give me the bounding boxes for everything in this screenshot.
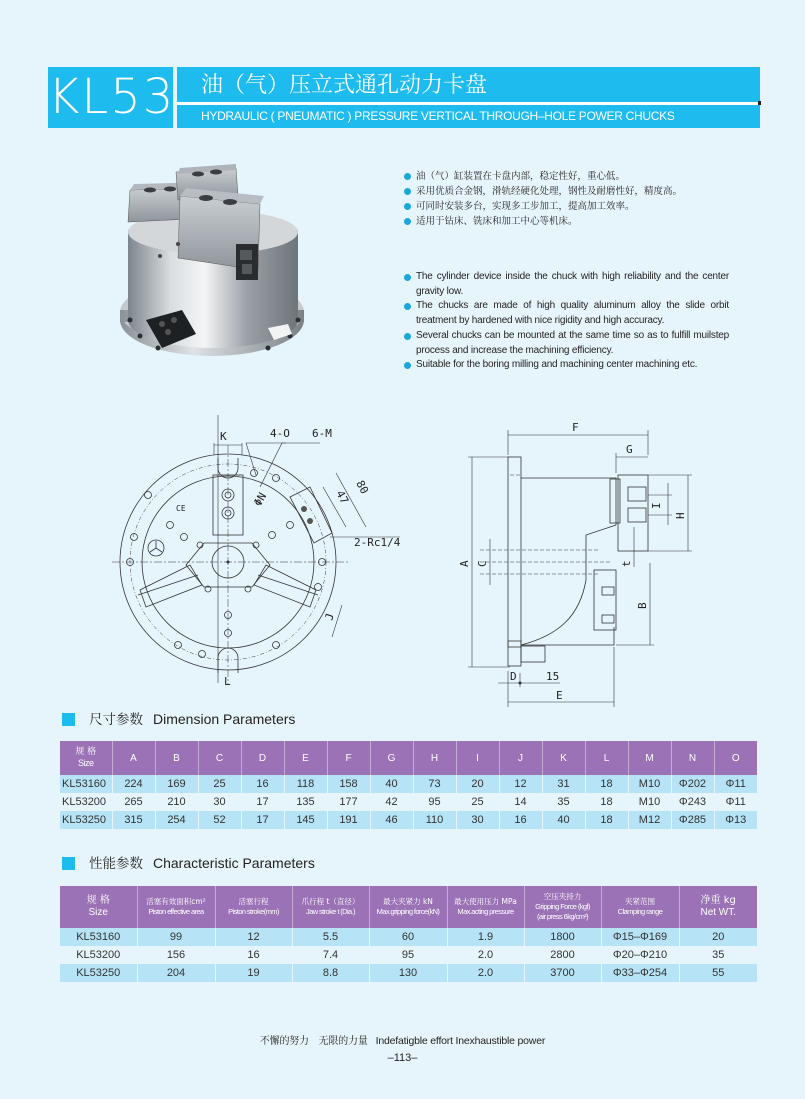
value-cell: 42	[370, 793, 413, 811]
footer-slogan	[0, 1034, 805, 1049]
col-o: O	[714, 741, 757, 775]
slogan-zh: 不懈的努力 无限的力量	[259, 1036, 368, 1047]
feature-en-item: The chucks are made of high quality aluminum alloy the slide orbit treatment by hardened with nice rigidity and high accuracy.	[404, 299, 729, 328]
value-cell: 17	[241, 811, 284, 829]
title-banner	[177, 67, 760, 128]
feature-zh-item: 油（气）缸装置在卡盘内部，稳定性好，重心低。	[404, 169, 729, 184]
page-number: –113–	[387, 1052, 418, 1064]
features-en	[404, 270, 729, 373]
front-view-drawing	[110, 415, 410, 705]
value-cell: 158	[327, 775, 370, 793]
label-k: K	[220, 430, 227, 443]
col-piston-stroke: 活塞行程 Piston stroke(mm)	[215, 886, 292, 928]
value-cell: 204	[137, 964, 215, 982]
value-cell: Φ202	[671, 775, 714, 793]
value-cell: 130	[369, 964, 447, 982]
label-phi-n: ΦN	[251, 490, 270, 509]
table-row	[60, 793, 757, 811]
title-marker	[758, 101, 761, 105]
dimension-table	[60, 741, 757, 829]
value-cell: Φ11	[714, 793, 757, 811]
col-n: N	[671, 741, 714, 775]
value-cell: 191	[327, 811, 370, 829]
label-4-o: 4-O	[270, 427, 290, 440]
value-cell: Φ20–Φ210	[601, 946, 679, 964]
value-cell: 265	[112, 793, 155, 811]
bullet-icon	[404, 218, 411, 225]
value-cell: 2800	[524, 946, 601, 964]
value-cell: 17	[241, 793, 284, 811]
size-cell: KL53250	[60, 964, 137, 982]
bullet-icon	[404, 303, 411, 310]
slogan-en: Indefatigble effort Inexhaustible power	[375, 1035, 546, 1047]
value-cell: 18	[585, 811, 628, 829]
feature-zh-item: 采用优质合金钢，滑轨经硬化处理，钢性及耐磨性好，精度高。	[404, 184, 729, 199]
col-m: M	[628, 741, 671, 775]
value-cell: 315	[112, 811, 155, 829]
value-cell: 25	[456, 793, 499, 811]
product-photo	[118, 160, 306, 360]
feature-en-item: Suitable for the boring milling and machining center machining etc.	[404, 358, 729, 373]
section-square-icon	[62, 857, 75, 870]
value-cell: 30	[198, 793, 241, 811]
value-cell: 2.0	[447, 964, 524, 982]
col-f: F	[327, 741, 370, 775]
value-cell: 1800	[524, 928, 601, 946]
feature-zh-item: 可同时安装多台，实现多工步加工，提高加工效率。	[404, 199, 729, 214]
label-80: 80	[353, 478, 372, 497]
value-cell: 55	[679, 964, 757, 982]
characteristic-section-title: 性能参数 Characteristic Parameters	[62, 854, 315, 873]
label-j: J	[322, 611, 337, 622]
value-cell: 99	[137, 928, 215, 946]
value-cell: 177	[327, 793, 370, 811]
value-cell: 40	[370, 775, 413, 793]
bullet-icon	[404, 333, 411, 340]
value-cell: M12	[628, 811, 671, 829]
label-i: I	[650, 502, 663, 509]
value-cell: 12	[215, 928, 292, 946]
value-cell: 14	[499, 793, 542, 811]
col-g: G	[370, 741, 413, 775]
size-cell: KL53200	[60, 946, 137, 964]
value-cell: 224	[112, 775, 155, 793]
value-cell: 95	[413, 793, 456, 811]
features-zh	[404, 169, 729, 229]
size-cell: KL53200	[60, 793, 112, 811]
title-divider	[177, 102, 760, 105]
col-e: E	[284, 741, 327, 775]
col-gripping-force: 空压夹持力 Gripping Force (kgf) (air press 6kg/cm²)	[524, 886, 601, 928]
feature-en-item: The cylinder device inside the chuck with high reliability and the center gravity low.	[404, 270, 729, 299]
table-row	[60, 946, 757, 964]
value-cell: 60	[369, 928, 447, 946]
value-cell: 31	[542, 775, 585, 793]
value-cell: 95	[369, 946, 447, 964]
col-i: I	[456, 741, 499, 775]
col-piston-area: 活塞有效面积cm² Piston effective area	[137, 886, 215, 928]
size-cell: KL53250	[60, 811, 112, 829]
value-cell: 52	[198, 811, 241, 829]
col-net-weight: 净重 kg Net WT.	[679, 886, 757, 928]
characteristic-table	[60, 886, 757, 982]
value-cell: Φ285	[671, 811, 714, 829]
bullet-icon	[404, 173, 411, 180]
value-cell: Φ15–Φ169	[601, 928, 679, 946]
value-cell: 254	[155, 811, 198, 829]
col-j: J	[499, 741, 542, 775]
value-cell: 73	[413, 775, 456, 793]
value-cell: Φ33–Φ254	[601, 964, 679, 982]
value-cell: 35	[679, 946, 757, 964]
value-cell: 2.0	[447, 946, 524, 964]
value-cell: 12	[499, 775, 542, 793]
bullet-icon	[404, 188, 411, 195]
title-en: HYDRAULIC ( PNEUMATIC ) PRESSURE VERTICAL THROUGH–HOLE POWER CHUCKS	[201, 109, 675, 123]
feature-en-item: Several chucks can be mounted at the same time so as to fulfill muilstep process and increase the machining efficiency.	[404, 329, 729, 358]
value-cell: 118	[284, 775, 327, 793]
value-cell: 18	[585, 793, 628, 811]
value-cell: 169	[155, 775, 198, 793]
label-t: t	[620, 560, 633, 567]
label-c: C	[476, 560, 489, 567]
label-e: E	[556, 689, 563, 702]
value-cell: 16	[215, 946, 292, 964]
label-15: 15	[546, 670, 560, 683]
value-cell: 30	[456, 811, 499, 829]
bullet-icon	[404, 274, 411, 281]
label-d: D	[510, 670, 517, 683]
model-code: KL53	[48, 67, 173, 128]
col-l: L	[585, 741, 628, 775]
value-cell: 110	[413, 811, 456, 829]
value-cell: 20	[679, 928, 757, 946]
label-b: B	[636, 602, 649, 609]
value-cell: 210	[155, 793, 198, 811]
col-clamping-range: 夹紧范围 Clamping range	[601, 886, 679, 928]
value-cell: Φ243	[671, 793, 714, 811]
value-cell: 135	[284, 793, 327, 811]
label-47: 47	[333, 488, 352, 507]
side-view-drawing	[450, 415, 710, 710]
value-cell: 8.8	[292, 964, 369, 982]
label-f: F	[572, 421, 579, 434]
size-cell: KL53160	[60, 928, 137, 946]
col-max-gripping-force: 最大夹紧力 kN Max.gripping force(kN)	[369, 886, 447, 928]
value-cell: 16	[499, 811, 542, 829]
characteristic-header-row	[60, 886, 757, 928]
label-6-m: 6-M	[312, 427, 332, 440]
value-cell: 156	[137, 946, 215, 964]
label-h: H	[674, 512, 687, 519]
table-row	[60, 811, 757, 829]
value-cell: 20	[456, 775, 499, 793]
label-l: L	[224, 675, 231, 688]
label-g: G	[626, 443, 633, 456]
dimension-section-title: 尺寸参数 Dimension Parameters	[62, 710, 295, 729]
value-cell: 40	[542, 811, 585, 829]
value-cell: M10	[628, 775, 671, 793]
value-cell: 35	[542, 793, 585, 811]
title-zh: 油（气）压立式通孔动力卡盘	[201, 73, 488, 98]
value-cell: 145	[284, 811, 327, 829]
value-cell: 5.5	[292, 928, 369, 946]
col-c: C	[198, 741, 241, 775]
table-row	[60, 775, 757, 793]
section-square-icon	[62, 713, 75, 726]
col-h: H	[413, 741, 456, 775]
col-a: A	[112, 741, 155, 775]
value-cell: 18	[585, 775, 628, 793]
value-cell: Φ13	[714, 811, 757, 829]
col-b: B	[155, 741, 198, 775]
feature-zh-item: 适用于钻床、铣床和加工中心等机床。	[404, 214, 729, 229]
bullet-icon	[404, 362, 411, 369]
table-row	[60, 928, 757, 946]
value-cell: 25	[198, 775, 241, 793]
value-cell: 3700	[524, 964, 601, 982]
col-size: 规 格 Size	[60, 886, 137, 928]
col-size: 规 格 Size	[60, 741, 112, 775]
col-max-acting-pressure: 最大使用压力 MPa Max.acting pressure	[447, 886, 524, 928]
value-cell: 19	[215, 964, 292, 982]
label-rc: 2-Rc1/4	[354, 536, 401, 549]
label-a: A	[458, 560, 471, 567]
value-cell: 1.9	[447, 928, 524, 946]
value-cell: 46	[370, 811, 413, 829]
size-cell: KL53160	[60, 775, 112, 793]
ce-mark: CE	[176, 504, 186, 513]
col-jaw-stroke: 爪行程 t（直径） Jaw stroke t (Dia.)	[292, 886, 369, 928]
value-cell: 7.4	[292, 946, 369, 964]
value-cell: M10	[628, 793, 671, 811]
value-cell: 16	[241, 775, 284, 793]
dimension-header-row	[60, 741, 757, 775]
value-cell: Φ11	[714, 775, 757, 793]
table-row	[60, 964, 757, 982]
bullet-icon	[404, 203, 411, 210]
col-d: D	[241, 741, 284, 775]
col-k: K	[542, 741, 585, 775]
